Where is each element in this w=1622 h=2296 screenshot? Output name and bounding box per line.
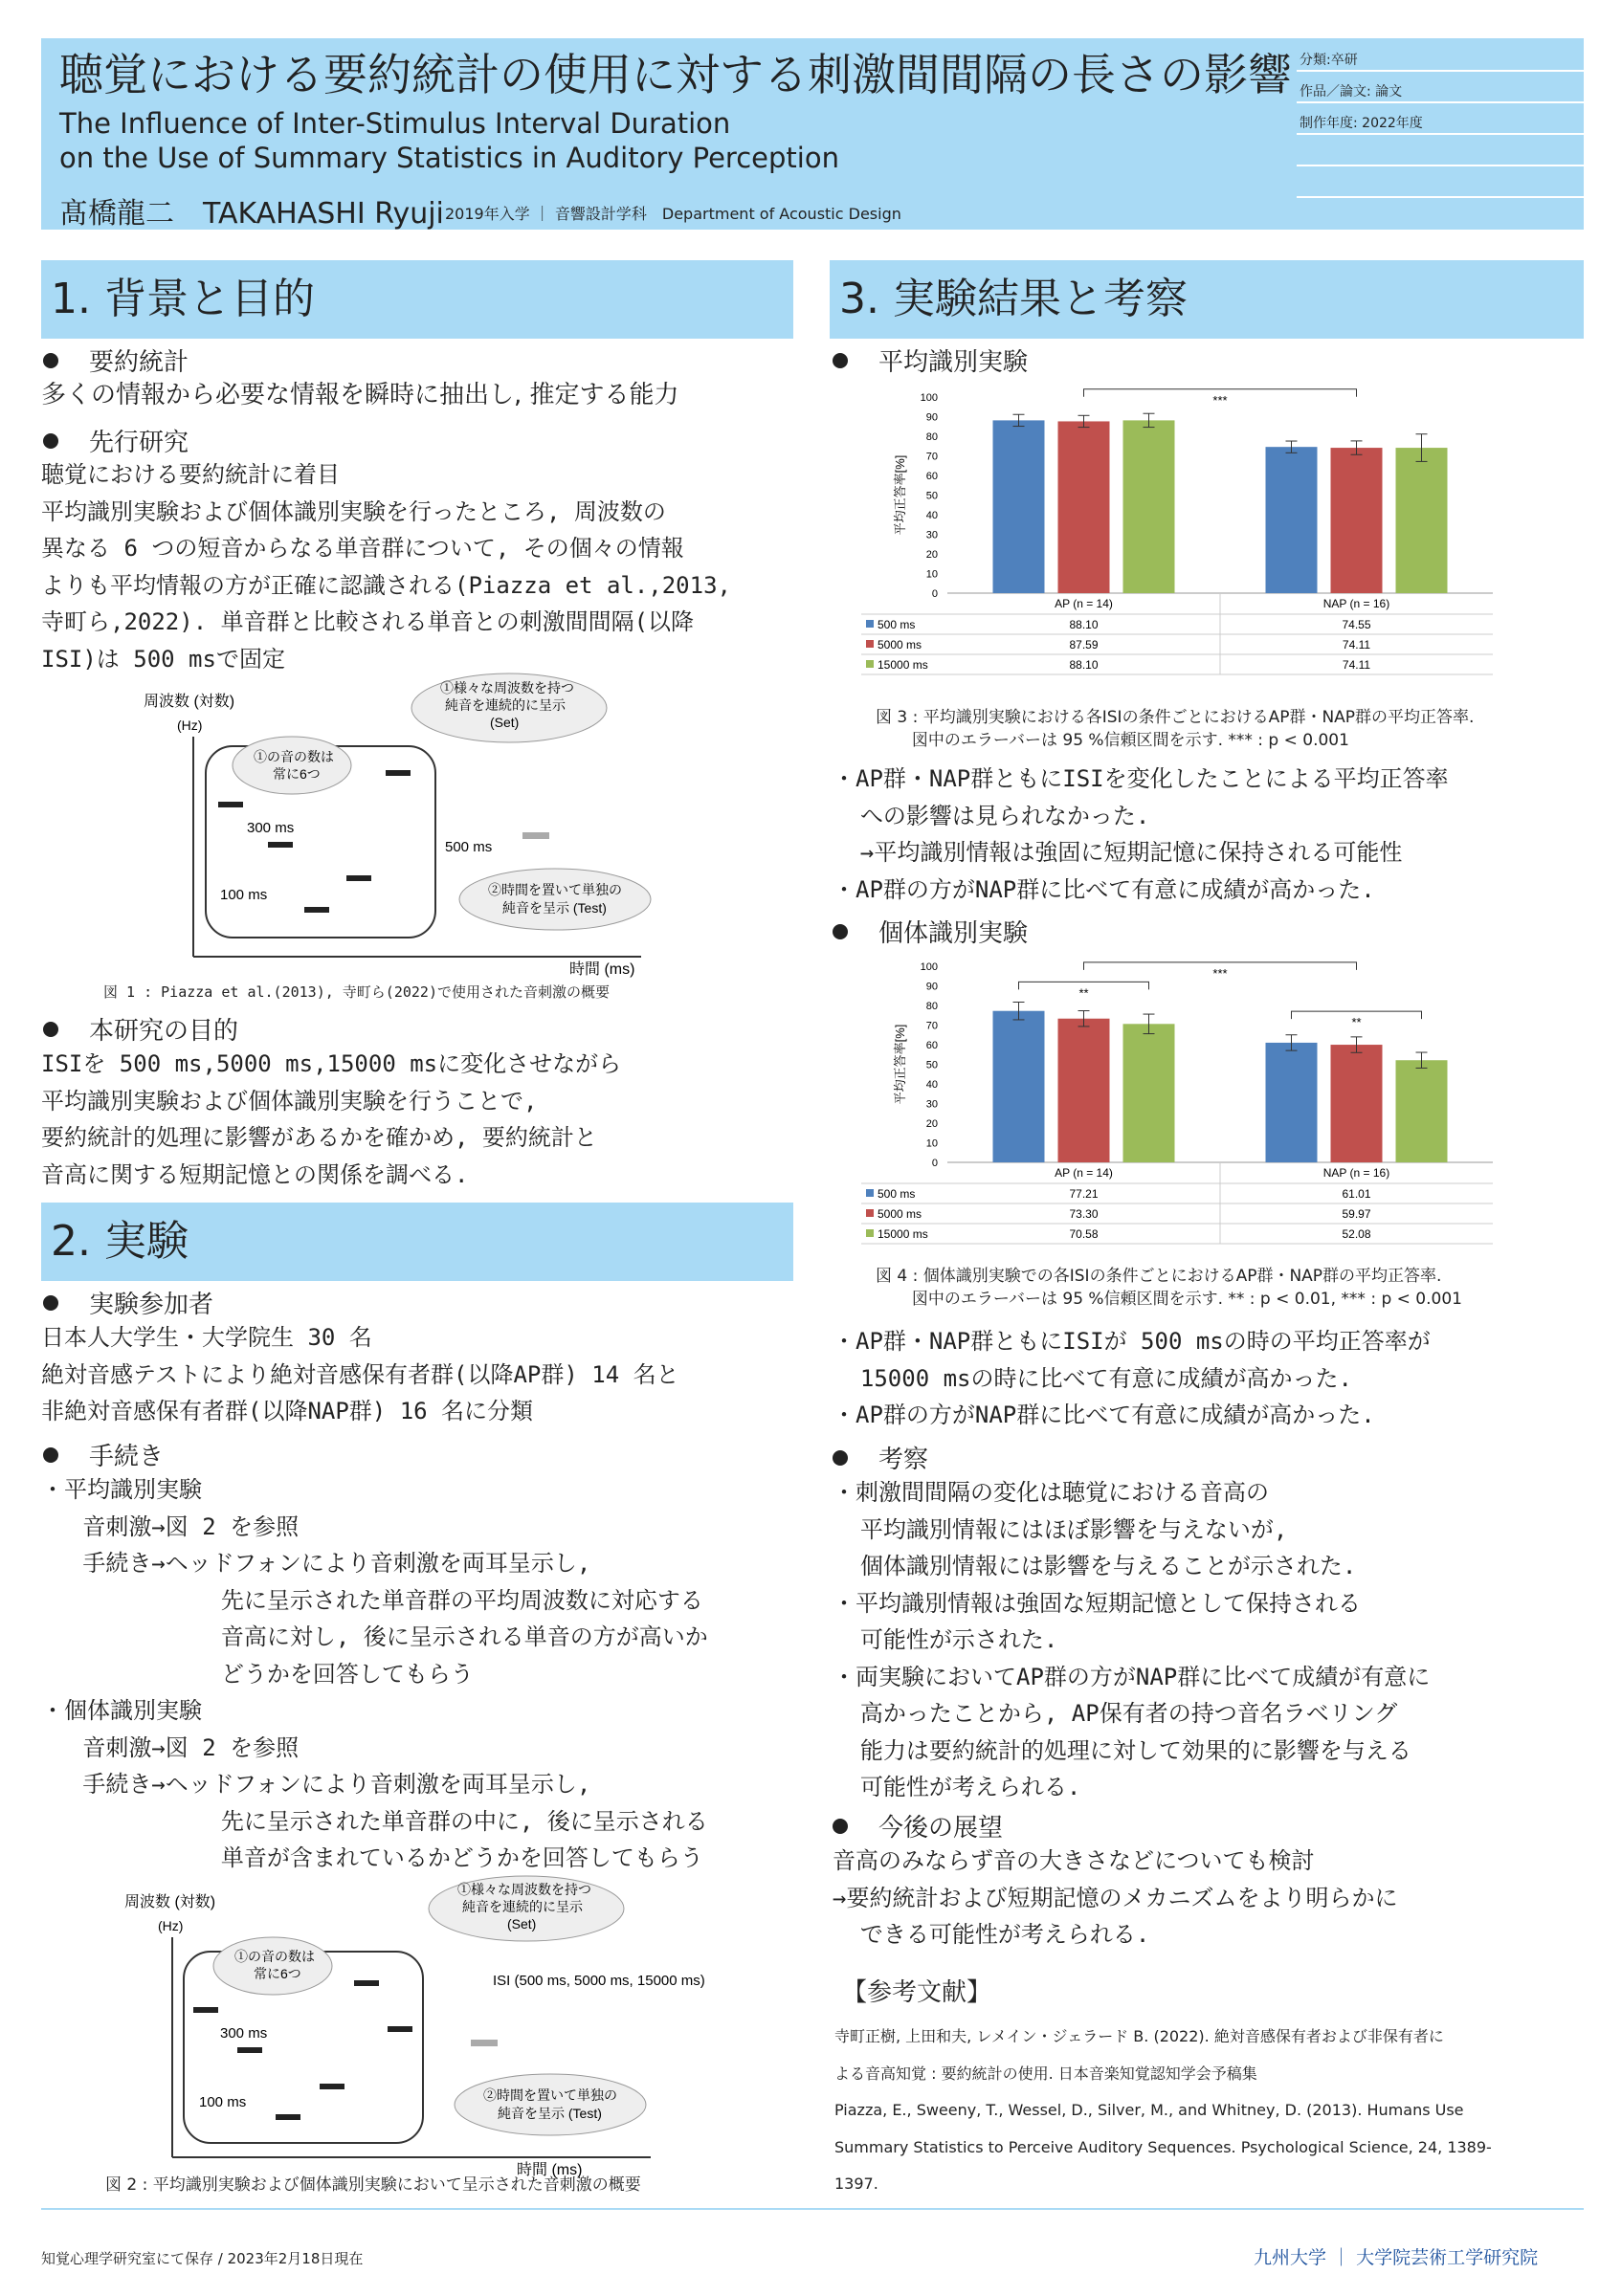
fig1-bubble-set-text: ①様々な周波数を持つ [440,680,574,695]
fig1-bubble-set-text2: 純音を連続的に呈示 [445,697,566,713]
fig1-bubble-count-text: ①の音の数は [254,749,334,764]
fig1-bubble-count-text2: 常に6つ [273,766,321,782]
data-label: 88.10 [1069,658,1099,672]
bar [1266,447,1318,593]
y-tick-label: 90 [925,981,938,993]
meta-category: 分類:卒研 [1300,53,1358,68]
fig1-tone [218,802,243,807]
legend-entry: 15000 ms [878,1227,928,1241]
legend-swatch [866,660,874,668]
category-label: NAP (n = 16) [1322,597,1390,610]
future-text: 音高のみならず音の大きさなどについても検討 →要約統計および短期記憶のメカニズムをより明らかに できる可能性が考えられる. [833,1847,1398,1948]
fig2-bubble-test-text: ②時間を置いて単独の [483,2087,617,2103]
bar [993,1011,1045,1162]
bullet-future: 今後の展望 [833,1808,1003,1843]
fig1-xlabel: 時間 (ms) [569,961,635,978]
bullet-icon [43,1295,58,1311]
figure2-caption: 図 2 : 平均識別実験および個体識別実験において呈示された音刺激の概要 [105,2175,641,2195]
fig2-tone [354,1980,379,1986]
fig2-tone [320,2084,344,2089]
meta-year: 制作年度: 2022年度 [1300,116,1423,131]
fig2-tone [193,2007,218,2013]
section2-heading: 2. 実験 [41,1203,793,1281]
bar [1266,1043,1318,1162]
fig1-ylabel: 周波数 (対数) [144,694,235,710]
y-tick-label: 80 [925,431,938,443]
fig1-bubble-test [459,869,651,930]
fig2-isi: ISI (500 ms, 5000 ms, 15000 ms) [493,1973,705,1989]
legend-swatch [866,1209,874,1217]
bar [1396,448,1448,593]
bullet-summary-stats: 要約統計 [43,342,189,378]
chart-mean-identification [861,378,1531,708]
legend-entry: 500 ms [878,1187,916,1201]
footer-archive-note: 知覚心理学研究室にて保存 / 2023年2月18日現在 [41,2250,364,2267]
fig1-100ms: 100 ms [220,887,268,903]
fig2-bubble-count-text2: 常に6つ [254,1966,301,1981]
fig2-tone [237,2047,262,2053]
data-label: 73.30 [1069,1207,1099,1221]
bar [1058,1019,1110,1162]
y-tick-label: 80 [925,1001,938,1012]
y-tick-label: 70 [925,1020,938,1032]
bullet-discussion: 考察 [833,1440,928,1475]
fig2-yunit: (Hz) [158,1918,184,1933]
significance-label: ** [1078,985,1089,1001]
data-label: 70.58 [1069,1227,1099,1241]
y-axis-label: 平均正答率[%] [893,454,907,536]
bar [1331,448,1383,593]
fig2-bubble-set-text3: (Set) [507,1916,537,1932]
bullet-icon [833,924,848,939]
page-title: 聴覚における要約統計の使用に対する刺激間間隔の長さの影響 [59,49,1292,100]
figure1-caption: 図 1 : Piazza et al.(2013), 寺町ら(2022)で使用された音刺激の概要 [103,983,610,1001]
english-title-line1: The Influence of Inter-Stimulus Interval Duration [59,107,731,140]
bar [993,420,1045,593]
y-tick-label: 100 [920,392,938,404]
figure2-stimulus-diagram [115,1875,746,2181]
bar [1396,1060,1448,1162]
y-tick-label: 40 [925,510,938,521]
bullet-icon [43,1447,58,1463]
data-label: 52.08 [1342,1227,1371,1241]
legend-swatch [866,1189,874,1197]
y-tick-label: 20 [925,1118,938,1130]
legend-entry: 15000 ms [878,658,928,672]
section3-heading: 3. 実験結果と考察 [830,260,1584,339]
significance-label: *** [1212,965,1228,981]
fig2-bubble-set-text2: 純音を連続的に呈示 [462,1899,583,1914]
bar [1123,420,1175,593]
category-label: NAP (n = 16) [1322,1166,1390,1180]
fig1-tone [304,907,329,913]
references-heading: 【参考文献】 [842,1978,992,2007]
y-tick-label: 0 [931,1158,938,1169]
data-label: 61.01 [1342,1187,1371,1201]
y-tick-label: 90 [925,411,938,424]
bullet-icon [43,353,58,368]
bullet-icon [43,1022,58,1037]
summary-stats-text: 多くの情報から必要な情報を瞬時に抽出し, 推定する能力 [41,381,679,409]
y-tick-label: 60 [925,471,938,482]
bullet-icon [833,1819,848,1834]
legend-swatch [866,640,874,648]
fig2-tone [276,2114,300,2120]
y-tick-label: 30 [925,1098,938,1111]
bullet-purpose: 本研究の目的 [43,1011,238,1047]
fig1-500ms: 500 ms [445,839,493,855]
fig1-bubble-test-text2: 純音を呈示 (Test) [502,900,607,916]
bullet-participants: 実験参加者 [43,1285,213,1320]
bullet-icon [833,353,848,368]
fig2-tone [388,2026,412,2032]
fig1-300ms: 300 ms [247,820,295,836]
figure4-caption: 図 4 : 個体識別実験での各ISIの条件ごとにおけるAP群・NAP群の平均正答率. 図中のエラーバーは 95 %信頼区間を示す. ** : p < 0.01, *** : p < 0.001 [876,1267,1462,1309]
footer-university: 九州大学 ｜ 大学院芸術工学研究院 [1254,2247,1539,2268]
mean-results-text: ・AP群・NAP群ともにISIを変化したことによる平均正答率 への影響は見られなかった. →平均識別情報は強固に短期記憶に保持される可能性 ・AP群の方がNAP群に比べて有意に成績が高かった. [833,765,1449,903]
data-label: 74.55 [1342,618,1371,631]
author-meta: 2019年入学 ｜ 音響設計学科 Department of Acoustic Design [445,205,901,223]
y-tick-label: 40 [925,1079,938,1091]
bullet-icon [43,433,58,449]
fig1-tone [346,875,371,881]
meta-divider [1297,135,1584,166]
bullet-mean-exp: 平均識別実験 [833,342,1028,378]
data-label: 74.11 [1342,638,1371,651]
fig1-test-tone [522,832,549,839]
y-tick-label: 50 [925,490,938,502]
y-tick-label: 10 [925,1137,938,1150]
fig1-bubble-test-text: ②時間を置いて単独の [488,882,622,897]
legend-entry: 5000 ms [878,1207,922,1221]
author-name: 髙橋龍二 TAKAHASHI Ryuji [59,197,444,231]
prior-work-text: 聴覚における要約統計に着目 平均識別実験および個体識別実験を行ったところ, 周波数の 異なる 6 つの短音からなる単音群について, その個々の情報 よりも平均情報の方が正確に認識される(Piazza et al.,2013, 寺町ら,2022). 単音群と比較される単音との刺激間間隔(以降 ISI)は 500 msで固定 [41,461,731,673]
individual-results-text: ・AP群・NAP群ともにISIが 500 msの時の平均正答率が 15000 msの時に比べて有意に成績が高かった. ・AP群の方がNAP群に比べて有意に成績が高かった. [833,1328,1431,1428]
fig1-tone [386,770,411,776]
y-axis-label: 平均正答率[%] [893,1024,907,1105]
bullet-icon [833,1450,848,1466]
fig2-bubble-test-text2: 純音を呈示 (Test) [498,2106,602,2121]
english-title-line2: on the Use of Summary Statistics in Auditory Perception [59,142,839,174]
references-text: 寺町正樹, 上田和夫, レメイン・ジェラード B. (2022). 絶対音感保有者および非保有者に よる音高知覚 : 要約統計の使用. 日本音楽知覚認知学会予稿集 Piazza, E., Sweeny, T., Wessel, D., Silver, M., and Whitney, D. (2013). Humans Use Summary Statistics to Perceive Auditory Sequences. Psychological Science, 24, 1389- 1397. [834,2027,1492,2193]
category-label: AP (n = 14) [1055,1166,1113,1180]
fig1-bubble-count [233,737,351,794]
y-tick-label: 10 [925,568,938,581]
bar [1123,1024,1175,1162]
legend-swatch [866,1229,874,1237]
meta-type: 作品／論文: 論文 [1300,84,1403,99]
legend-swatch [866,620,874,628]
fig2-ylabel: 周波数 (対数) [124,1894,216,1910]
bullet-procedure: 手続き [43,1437,164,1472]
fig2-100ms: 100 ms [199,2094,247,2110]
bullet-prior-work: 先行研究 [43,423,189,458]
figure1-stimulus-diagram [134,670,670,985]
y-tick-label: 70 [925,451,938,463]
data-label: 88.10 [1069,618,1099,631]
figure3-caption: 図 3 : 平均識別実験における各ISIの条件ごとにおけるAP群・NAP群の平均正答率. 図中のエラーバーは 95 %信頼区間を示す. *** : p < 0.001 [876,708,1475,750]
bar [1331,1045,1383,1162]
fig1-bubble-set-text3: (Set) [490,715,520,730]
legend-entry: 5000 ms [878,638,922,651]
fig2-bubble-set-text: ①様々な周波数を持つ [457,1882,591,1897]
chart-individual-identification [861,947,1531,1263]
y-tick-label: 30 [925,529,938,541]
y-tick-label: 20 [925,549,938,561]
fig1-yunit: (Hz) [177,718,203,733]
y-tick-label: 100 [920,961,938,973]
footer-divider [41,2208,1584,2210]
participants-text: 日本人大学生・大学院生 30 名 絶対音感テストにより絶対音感保有者群(以降AP群) 14 名と 非絶対音感保有者群(以降NAP群) 16 名に分類 [41,1324,679,1424]
fig2-test-tone [471,2040,498,2046]
fig2-bubble-test [455,2074,646,2135]
legend-entry: 500 ms [878,618,916,631]
purpose-text: ISIを 500 ms,5000 ms,15000 msに変化させながら 平均識別実験および個体識別実験を行うことで, 要約統計的処理に影響があるかを確かめ, 要約統計と 音高に関する短期記憶との関係を調べる. [41,1050,622,1188]
data-label: 74.11 [1342,658,1371,672]
significance-label: ** [1351,1015,1362,1030]
data-label: 77.21 [1069,1187,1099,1201]
y-tick-label: 0 [931,588,938,600]
category-label: AP (n = 14) [1055,597,1113,610]
data-label: 87.59 [1069,638,1099,651]
bar [1058,421,1110,593]
y-tick-label: 60 [925,1040,938,1051]
section1-heading: 1. 背景と目的 [41,260,793,339]
fig2-bubble-count-text: ①の音の数は [234,1949,315,1964]
discussion-text: ・刺激間間隔の変化は聴覚における音高の 平均識別情報にはほぼ影響を与えないが, 個体識別情報には影響を与えることが示された. ・平均識別情報は強固な短期記憶として保持される 可能性が示された. ・両実験においてAP群の方がNAP群に比べて成績が有意に 高かったことから, AP保有者の持つ音名ラベリング 能力は要約統計的処理に対して効果的に影響を与える 可能性が考えられる. [833,1479,1431,1800]
fig1-tone [268,842,293,848]
procedure-text: ・平均識別実験 音刺激→図 2 を参照 手続き→ヘッドフォンにより音刺激を両耳呈示し, 先に呈示された単音群の平均周波数に対応する 音高に対し, 後に呈示される単音の方が高いか どうかを回答してもらう ・個体識別実験 音刺激→図 2 を参照 手続き→ヘッドフォンにより音刺激を両耳呈示し, 先に呈示された単音群の中に, 後に呈示される 単音が含まれているかどうかを回答してもらう [41,1476,708,1871]
bullet-individual-exp: 個体識別実験 [833,914,1028,949]
significance-label: *** [1212,392,1228,408]
data-label: 59.97 [1342,1207,1371,1221]
y-tick-label: 50 [925,1059,938,1071]
fig2-xlabel: 時間 (ms) [517,2162,583,2178]
meta-divider [1297,166,1584,198]
fig2-300ms: 300 ms [220,2025,268,2042]
